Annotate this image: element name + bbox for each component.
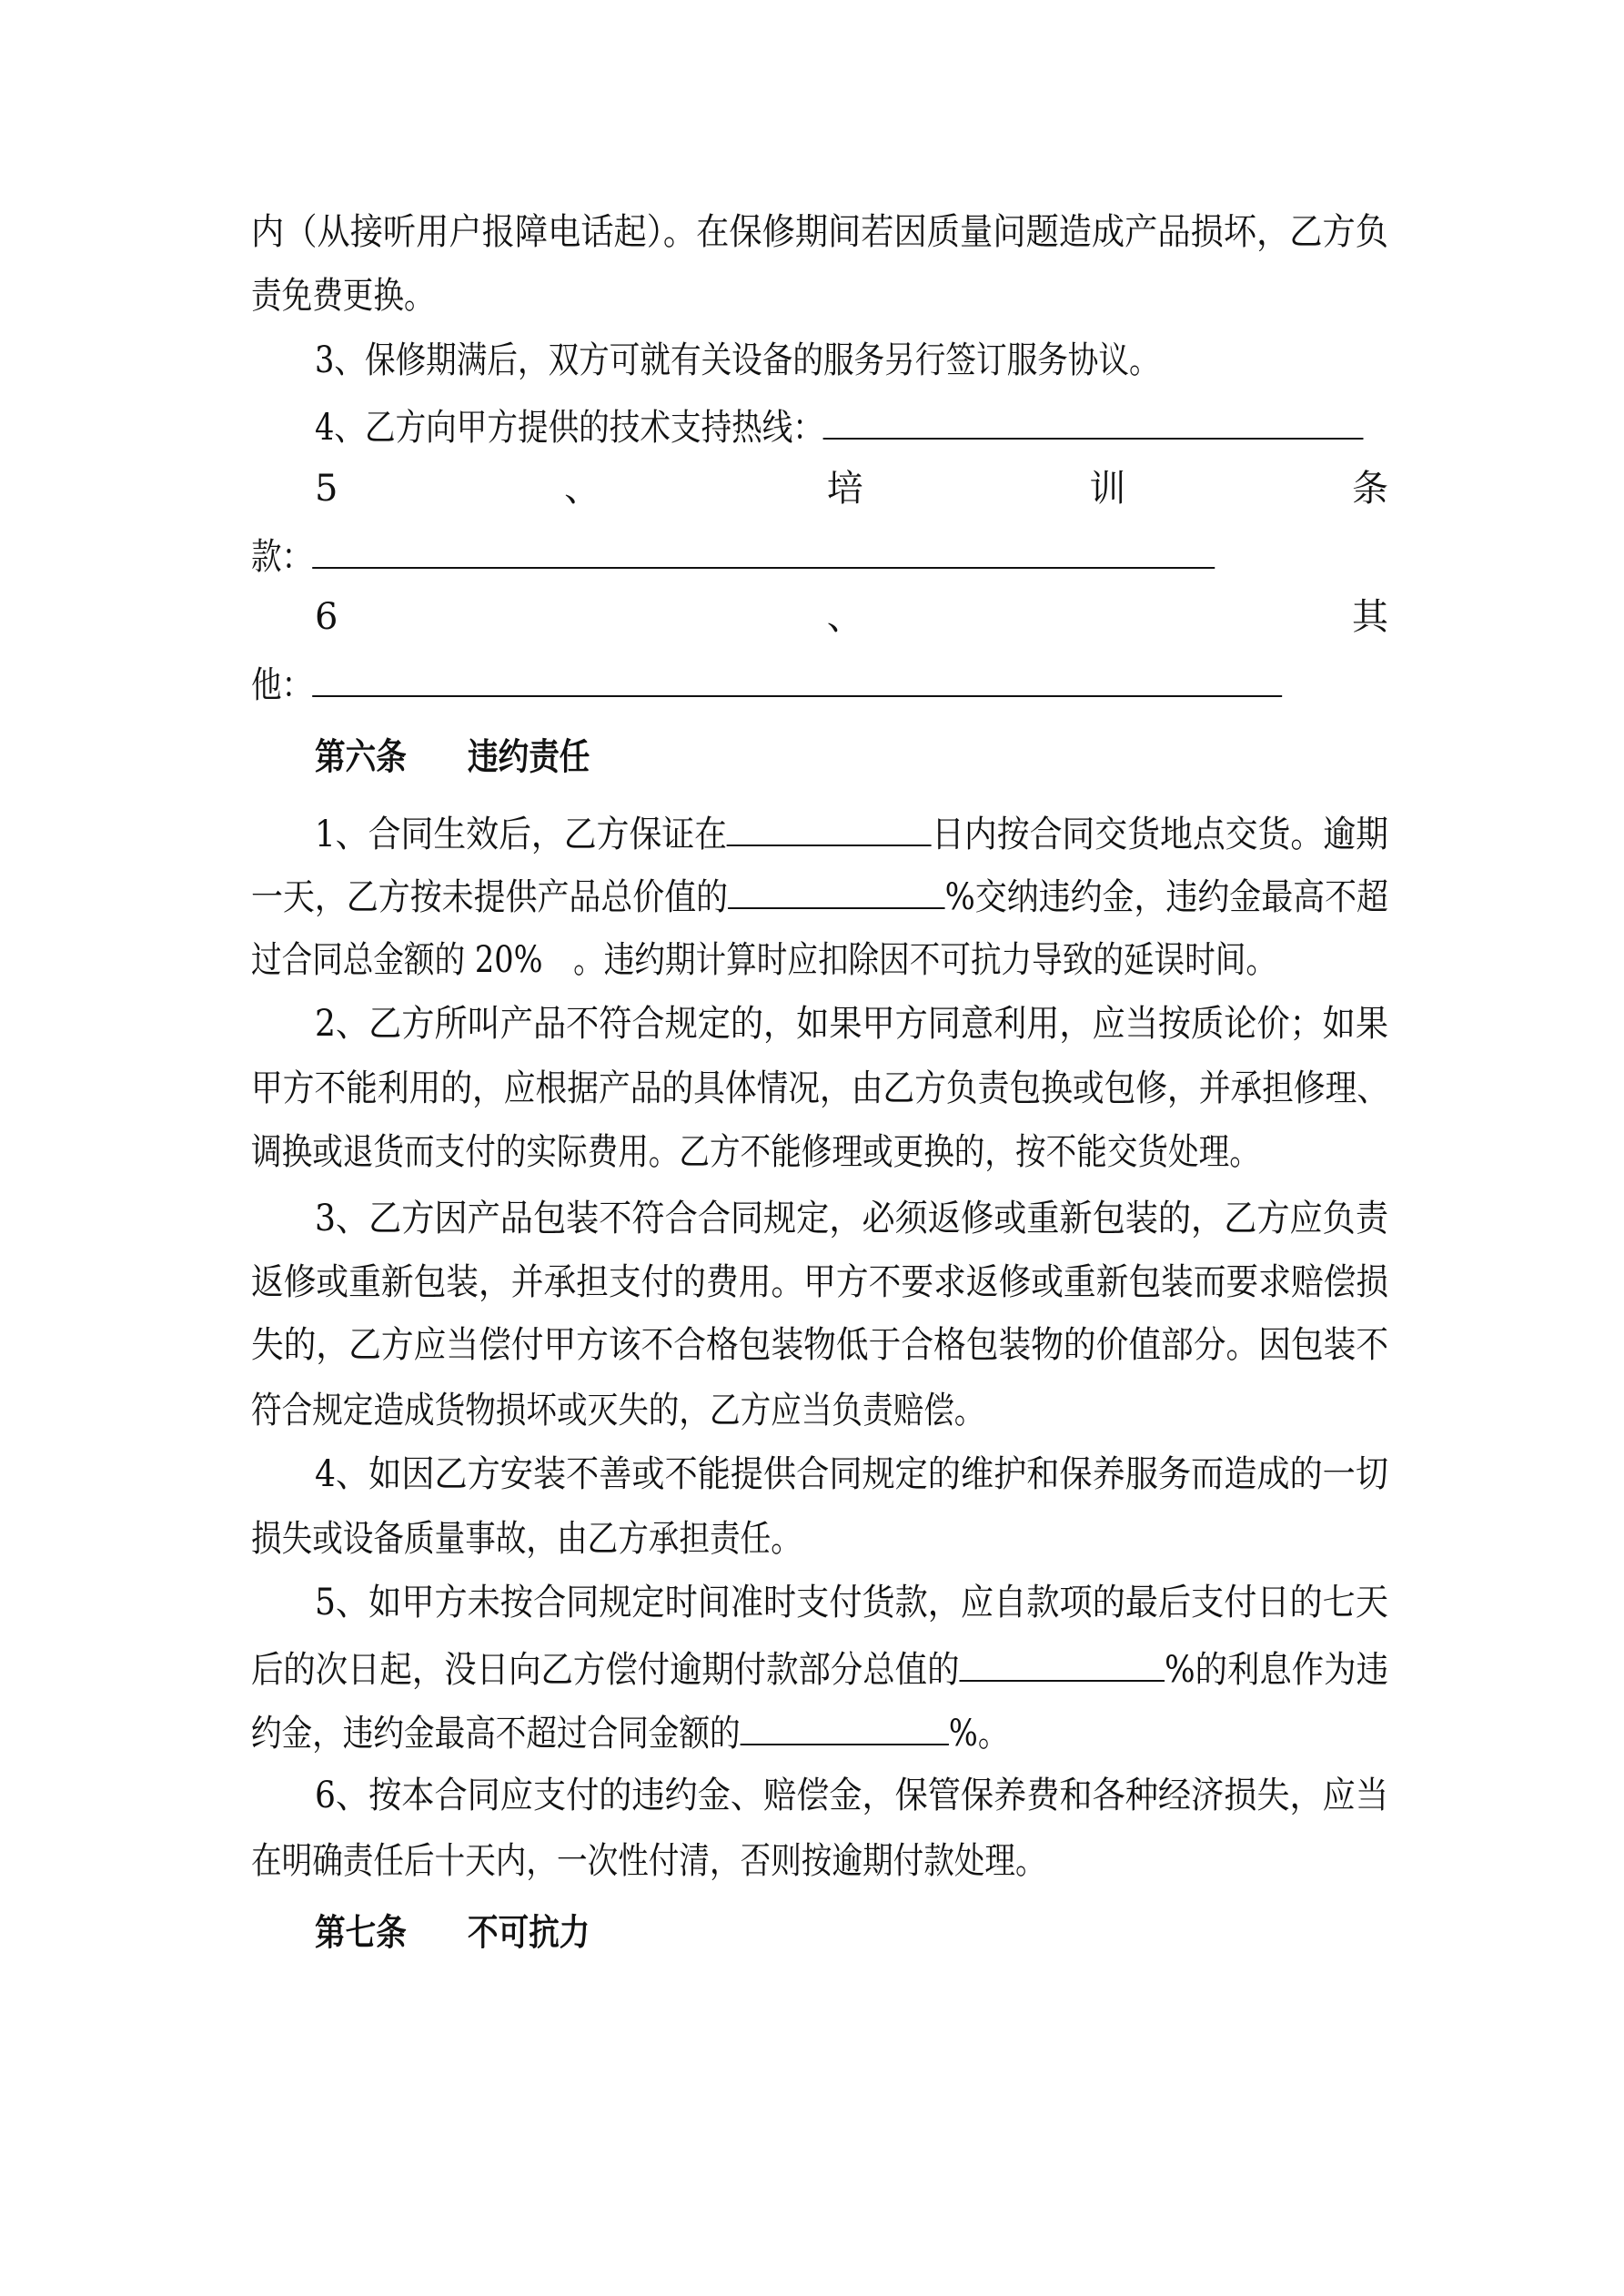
line-content [251,210,1388,254]
section-heading [315,1911,1388,1955]
line-text: 失的，乙方应当偿付甲方该不合格包装物低于合格包装物的价值部分。因包装不 [251,1324,1389,1366]
line-text: %的利息作为违 [1165,1649,1388,1691]
line-content [315,1774,1388,1817]
text-line [251,873,1388,916]
line-text: 其 [1351,596,1388,638]
text-line [315,1197,1388,1240]
text-line [251,210,1388,254]
line-text: 甲方不能利用的，应根据产品的具体情况，由乙方负责包换或包修，并承担修理、 [251,1067,1389,1109]
fill-in-blank[interactable] [312,661,1282,697]
line-content [251,1067,1388,1110]
line-content [315,1197,1388,1240]
text-line [251,938,1388,982]
section-heading [315,735,1388,779]
text-line [315,403,1388,447]
line-text: 过合同总金额的 20% 。违约期计算时应扣除因不可抗力导致的延误时间。 [251,939,1276,981]
text-line [315,339,1388,382]
line-text: 他： [251,664,313,706]
line-text: 培 [826,468,863,510]
line-text: 6、按本合同应支付的违约金、赔偿金，保管保养费和各种经济损失，应当 [315,1775,1388,1816]
line-text: 训 [1089,468,1126,510]
line-text: 6 [315,596,338,638]
line-text: 损失或设备质量事故，由乙方承担责任。 [251,1518,802,1560]
text-line [251,1130,1388,1174]
line-content [251,1260,1388,1304]
line-content [315,403,1364,450]
fill-in-blank[interactable] [823,403,1364,440]
fill-in-blank[interactable] [312,532,1215,569]
line-text: 一天，乙方按未提供产品总价值的 [251,876,729,918]
line-content [315,1911,590,1955]
line-content [315,1452,1388,1496]
line-content [251,1709,1008,1755]
line-text: 第六条 违约责任 [315,735,590,778]
line-text: 符合规定造成货物损坏或灭失的，乙方应当负责赔偿。 [251,1390,985,1431]
fill-in-blank[interactable] [727,810,932,846]
line-content [251,1323,1388,1367]
text-line [315,1452,1388,1496]
text-line [251,661,1388,704]
line-content [315,1002,1388,1046]
text-line [251,1323,1388,1367]
line-text: %。 [948,1713,1009,1755]
line-content [251,1839,1046,1883]
line-text: 、 [826,596,863,638]
line-content [251,532,1215,579]
line-text: 款： [251,536,313,578]
line-content [251,1130,1260,1174]
text-line [251,1645,1388,1689]
line-text: 3、乙方因产品包装不符合合同规定，必须返修或重新包装的，乙方应负责 [315,1198,1388,1239]
line-text: 约金，违约金最高不超过合同金额的 [251,1713,741,1755]
line-content [251,1645,1388,1692]
line-text: 、 [564,468,601,510]
text-line [315,1774,1388,1817]
line-content [315,735,590,779]
line-text: 内（从接听用户报障电话起）。在保修期间若因质量问题造成产品损坏，乙方负 [251,211,1389,253]
text-line [251,532,1388,576]
line-content [251,274,435,318]
text-line [251,1067,1388,1110]
line-text: 条 [1351,468,1388,510]
line-text: 5、如甲方未按合同规定时间准时支付货款，应自款项的最后支付日的七天 [315,1582,1388,1623]
line-content [251,873,1388,919]
text-line [315,1002,1388,1046]
line-text: 4、乙方向甲方提供的技术支持热线： [315,407,823,449]
line-text: 1、合同生效后，乙方保证在 [315,814,728,855]
fill-in-blank[interactable] [728,873,944,909]
line-text: 3、保修期满后，双方可就有关设备的服务另行签订服务协议。 [315,339,1160,381]
line-text: 调换或退货而支付的实际费用。乙方不能修理或更换的，按不能交货处理。 [251,1131,1260,1173]
line-content [315,810,1388,856]
line-text: 责免费更换。 [251,275,435,317]
line-content [315,1581,1388,1624]
text-line [251,1839,1388,1883]
line-text: 4、如因乙方安装不善或不能提供合同规定的维护和保养服务而造成的一切 [315,1453,1388,1495]
text-line [251,1709,1388,1753]
text-line [251,1389,1388,1432]
text-line [315,595,1388,639]
fill-in-blank[interactable] [741,1709,949,1745]
line-content [251,661,1282,707]
text-line [251,274,1388,318]
text-line [315,467,1388,511]
text-line [315,1581,1388,1624]
line-content [251,1389,984,1432]
text-line [315,810,1388,854]
line-text: 返修或重新包装，并承担支付的费用。甲方不要求返修或重新包装而要求赔偿损 [251,1261,1389,1303]
line-content [251,938,1276,982]
line-text: 日内按合同交货地点交货。逾期 [932,814,1388,855]
line-text: 第七条 不可抗力 [315,1911,590,1954]
text-line [251,1260,1388,1304]
line-text: %交纳违约金，违约金最高不超 [944,876,1388,918]
fill-in-blank[interactable] [959,1645,1165,1682]
line-content [315,339,1160,382]
line-text: 在明确责任后十天内，一次性付清，否则按逾期付款处理。 [251,1840,1046,1882]
text-line [251,1517,1388,1561]
line-content [251,1517,802,1561]
line-text: 后的次日起，没日向乙方偿付逾期付款部分总值的 [251,1649,960,1691]
line-text: 2、乙方所叫产品不符合规定的，如果甲方同意利用，应当按质论价；如果 [315,1003,1388,1045]
line-text: 5 [315,468,338,510]
